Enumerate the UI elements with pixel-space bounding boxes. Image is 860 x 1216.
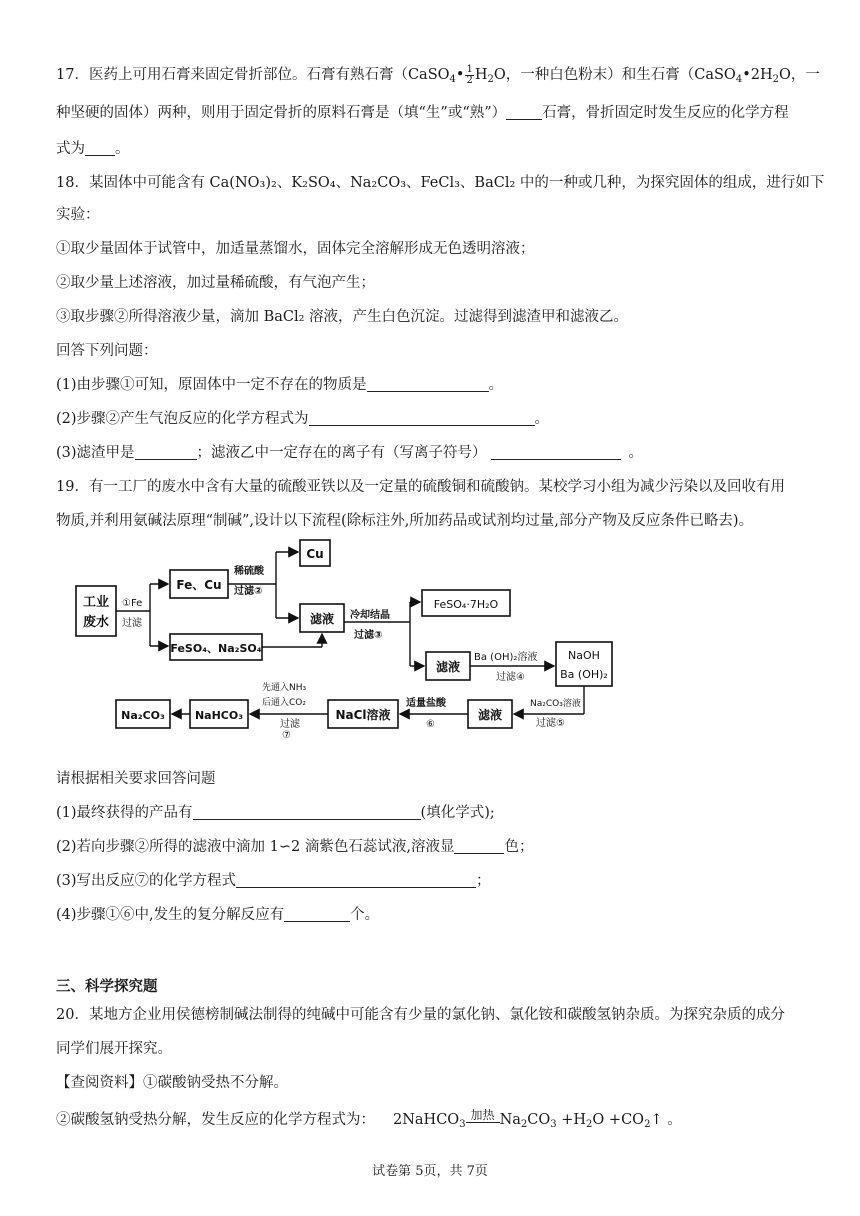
subscript: 3 xyxy=(550,1119,557,1130)
q20-info1: 【查阅资料】①碳酸钠受热不分解。 xyxy=(56,1075,288,1091)
subscript: 2 xyxy=(772,74,779,85)
equation-right: ↑ 。 xyxy=(650,1112,682,1128)
q19-text: 色； xyxy=(504,839,534,855)
node-nacl-label: NaCl溶液 xyxy=(335,708,391,722)
q19-sub2 xyxy=(56,836,820,858)
q19-text: (填化学式); xyxy=(420,805,495,821)
node-feso4-7h2o-label: FeSO₄·7H₂O xyxy=(433,598,499,611)
nh3-label-3: 过滤 xyxy=(280,719,300,730)
q17-line1 xyxy=(56,64,820,86)
node-cu-label: Cu xyxy=(306,547,324,561)
q18-answer-prompt: 回答下列问题： xyxy=(56,343,158,359)
q17-text: 式为 xyxy=(56,141,85,157)
node-filtrate-a-label: 滤液 xyxy=(309,612,335,626)
subscript: 4 xyxy=(449,74,456,85)
answer-blank[interactable] xyxy=(454,837,504,854)
node-filtrate-b-label: 滤液 xyxy=(435,660,461,674)
nh3-label-1: 先通入NH₃ xyxy=(262,683,307,693)
answer-blank[interactable] xyxy=(506,103,542,120)
node-nahco3-label: NaHCO₃ xyxy=(194,709,244,722)
q19-text: (4)步骤①⑥中,发生的复分解反应有 xyxy=(56,907,285,923)
equation-left: 2NaHCO xyxy=(393,1112,460,1128)
node-wastewater-label-2: 废水 xyxy=(82,615,110,630)
q18-step2: ②取少量上述溶液，加过量稀硫酸，有气泡产生； xyxy=(56,275,375,291)
node-fe-cu-label: Fe、Cu xyxy=(176,578,222,592)
q18-sub2 xyxy=(56,408,820,430)
q18-sub1 xyxy=(56,374,820,396)
q19-line2: 物质,并利用氨碱法原理“制碱”,设计以下流程(除标注外,所加药品或试剂均过量,部分产物及反应条件已略去)。 xyxy=(56,513,754,529)
section-heading: 三、科学探究题 xyxy=(56,978,158,995)
answer-blank[interactable] xyxy=(491,443,621,460)
q19-sub4 xyxy=(56,904,820,926)
subscript: 2 xyxy=(644,1119,651,1130)
subscript: 3 xyxy=(459,1119,466,1130)
na2co3-label-2: 过滤⑤ xyxy=(536,718,565,729)
dot: • xyxy=(455,67,465,83)
q19-text: (3)写出反应⑦的化学方程式 xyxy=(56,873,237,889)
q20-line1: 20．某地方企业用侯德榜制碱法制得的纯碱中可能含有少量的氯化钠、氯化铵和碳酸氢钠杂质。为探究杂质的成分 xyxy=(56,1007,785,1023)
fraction-denominator: 2 xyxy=(466,74,473,86)
node-naoh-label: NaOH xyxy=(568,649,600,662)
equation-right: CO xyxy=(527,1112,551,1128)
baoh-label-2: 过滤④ xyxy=(496,672,525,683)
condition-label: 加热 xyxy=(466,1108,500,1123)
q17-text: •2H xyxy=(742,67,773,83)
hcl-label-2: ⑥ xyxy=(426,719,435,730)
q19-sub1 xyxy=(56,802,820,824)
q17-text: 17．医药上可用石膏来固定骨折部位。石膏有熟石膏（CaSO xyxy=(56,67,450,83)
node-wastewater-label-1: 工业 xyxy=(82,595,110,610)
equation-condition xyxy=(466,1108,500,1131)
fraction-numerator: 1 xyxy=(466,63,473,75)
answer-blank[interactable] xyxy=(85,139,115,156)
q17-text: 石膏，骨折固定时发生反应的化学方程 xyxy=(542,105,789,121)
node-feso4-na2so4-label: FeSO₄、Na₂SO₄ xyxy=(170,642,262,655)
q18-text: (2)步骤②产生气泡反应的化学方程式为 xyxy=(56,411,309,427)
answer-blank[interactable] xyxy=(367,375,489,392)
answer-blank[interactable] xyxy=(135,443,197,460)
answer-blank[interactable] xyxy=(309,409,535,426)
nh3-label-2: 后通入CO₂ xyxy=(262,698,306,708)
subscript: 2 xyxy=(520,1119,528,1130)
nh3-label-4: ⑦ xyxy=(282,730,291,738)
node-baoh-label: Ba (OH)₂ xyxy=(560,668,608,681)
q17-text: 种坚硬的固体）两种，则用于固定骨折的原料石膏是（填“生”或“熟”） xyxy=(56,105,507,121)
equation-right: O +CO xyxy=(592,1112,645,1128)
equation-right: +H xyxy=(556,1112,587,1128)
acid-label-1: 稀硫酸 xyxy=(234,566,264,577)
q17-text: O，一 xyxy=(779,67,820,83)
subscript: 2 xyxy=(586,1119,593,1130)
subscript: 2 xyxy=(487,74,494,85)
q17-text: O，一种白色粉末）和生石膏（CaSO xyxy=(493,67,736,83)
q17-text: 。 xyxy=(115,141,130,157)
q19-answer-prompt: 请根据相关要求回答问题 xyxy=(56,771,216,787)
q18-text: 。 xyxy=(628,445,644,461)
node-filtrate-c-label: 滤液 xyxy=(477,708,503,722)
q18-line2: 实验： xyxy=(56,207,100,223)
q18-text: 。 xyxy=(488,377,504,393)
crystal-label-2: 过滤③ xyxy=(354,630,383,641)
q20-text: ②碳酸氢钠受热分解，发生反应的化学方程式为： xyxy=(56,1112,375,1128)
q20-line2: 同学们展开探究。 xyxy=(56,1041,172,1057)
q18-step1: ①取少量固体于试管中，加适量蒸馏水，固体完全溶解形成无色透明溶液； xyxy=(56,241,535,257)
step1-op-label: 过滤 xyxy=(122,618,142,629)
q19-text: 个。 xyxy=(350,907,380,923)
q19-sub3 xyxy=(56,870,820,892)
q19-line1: 19．有一工厂的废水中含有大量的硫酸亚铁以及一定量的硫酸铜和硫酸钠。某校学习小组为减少污染以及回收有用 xyxy=(56,479,785,495)
node-na2co3-label: Na₂CO₃ xyxy=(121,709,165,722)
q17-line3 xyxy=(56,138,820,160)
subscript: 4 xyxy=(735,74,743,85)
fraction-half xyxy=(465,65,473,86)
q18-text: (3)滤渣甲是 xyxy=(56,445,135,461)
hcl-label-1: 适量盐酸 xyxy=(406,698,446,709)
answer-blank[interactable] xyxy=(193,803,421,820)
page-footer: 试卷第 5页，共 7页 xyxy=(372,1164,488,1179)
step1-reagent-label: ①Fe xyxy=(122,598,143,609)
q18-text: 。 xyxy=(534,411,550,427)
q18-sub3 xyxy=(56,442,820,464)
crystal-label-1: 冷却结晶 xyxy=(350,610,390,621)
equation-right: Na xyxy=(499,1112,521,1128)
q18-text: ；滤液乙中一定存在的离子有（写离子符号） xyxy=(196,445,487,461)
answer-blank[interactable] xyxy=(236,871,476,888)
q19-text: (1)最终获得的产品有 xyxy=(56,805,193,821)
q17-text: H xyxy=(474,67,488,83)
flow-diagram xyxy=(70,538,630,738)
q17-line2 xyxy=(56,102,820,124)
q18-step3: ③取步骤②所得溶液少量，滴加 BaCl₂ 溶液，产生白色沉淀。过滤得到滤渣甲和滤液乙。 xyxy=(56,309,629,325)
q18-text: (1)由步骤①可知，原固体中一定不存在的物质是 xyxy=(56,377,367,393)
answer-blank[interactable] xyxy=(284,905,350,922)
q19-text: (2)若向步骤②所得的滤液中滴加 1∽2 滴紫色石蕊试液,溶液显 xyxy=(56,839,455,855)
q20-info2 xyxy=(56,1108,682,1131)
q19-text: ； xyxy=(476,873,491,889)
na2co3-label-1: Na₂CO₃溶液 xyxy=(530,699,581,709)
q18-line1: 18．某固体中可能含有 Ca(NO₃)₂、K₂SO₄、Na₂CO₃、FeCl₃、BaCl₂ 中的一种或几种，为探究固体的组成，进行如下 xyxy=(56,175,825,191)
baoh-label-1: Ba (OH)₂溶液 xyxy=(474,652,538,663)
acid-label-2: 过滤② xyxy=(234,586,263,597)
